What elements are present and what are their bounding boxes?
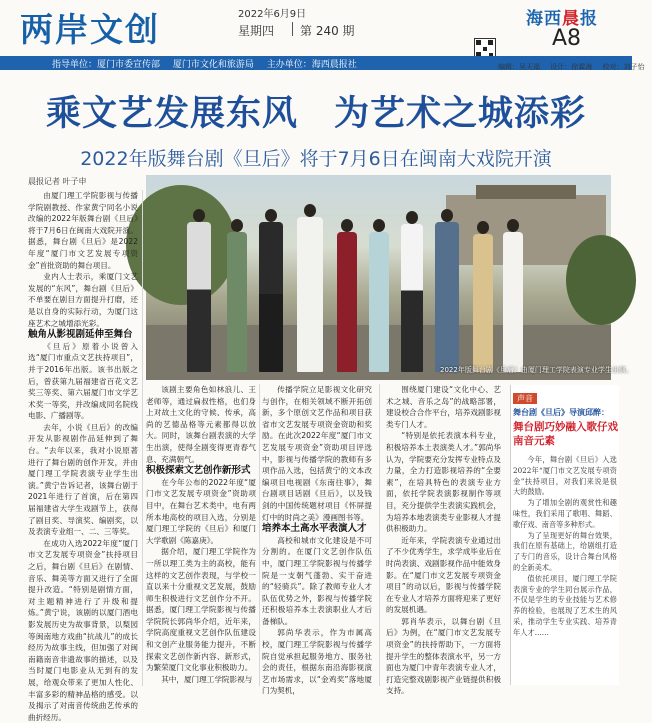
editor-name: 编辑：吴天福: [498, 63, 540, 71]
article-column-1: [28, 190, 138, 722]
guide-unit-2: 厦门市文化和旅游局: [172, 60, 254, 70]
paragraph: 值依托项目，厦门理工学院表演专业的学生同台展示作品，不仅是学生的专业技能与艺术修养的检验，也展现了艺术生的风采，推动学生专业实践、培养青年人才……: [513, 573, 617, 637]
article-column-3: [262, 384, 372, 696]
section-subtitle: 积极探索文艺创作新形式: [146, 465, 251, 477]
paragraph: 近年来，学院表演专业通过出了不少优秀学生，求学成毕业后在时尚表演、戏剧影视作品中能效身影。在“厦门市文艺发展专项资金项目”的动以后，影视与传播学院在专业人才培养方面将迎来了更好的发展机遇。: [386, 535, 501, 615]
column-divider: [379, 384, 380, 686]
section-subtitle: 触角从影视剧延伸至舞台: [28, 329, 133, 341]
page-number: A8: [552, 26, 582, 51]
proofreader-name: 校对：刘子怡: [602, 63, 645, 71]
article-column-2: [146, 384, 256, 686]
paragraph: 为了增加全剧的观赏性和趣味性，我们采用了歌唱、舞蹈、歌仔戏、南音等多种形式。: [513, 498, 617, 529]
article-column-4: [386, 384, 501, 696]
sidebar-title: 舞台剧巧妙融入歌仔戏南音元素: [513, 421, 618, 447]
editor-credits: [498, 62, 652, 72]
paragraph: 高校和城市文化建设是不可分割的。在厦门文艺创作队伍中，厦门理工学院影视与传播学院是一支朝气蓬勃、实干奋进的“轻骑兵”。除了教师专业人才队伍优势之外，影视与传播学院还积极培养本土表演职业人才后备梯队。: [262, 535, 372, 626]
paragraph: “特别是依托表演本科专业，积极培养本土表演类人才。”郭尚华认为，学院要充分发挥专业特点及力量，全力打造影视培养的“全要素”，在培具特色的表演专业方面，依托学院表演影视制作等项目，充分提供学生表演实践机会，为培养本地表演类专业影视人才提供积极助力。: [386, 431, 501, 534]
host-unit: 主办单位：海西晨报社: [266, 60, 357, 70]
designer-name: 设计：徐霖海: [550, 63, 593, 71]
paragraph: 业内人士表示，乘厦门文艺发展的“东风”，舞台剧《旦后》不单要在剧目方面提升打磨，还是以自身的实际行动，为厦门这座艺术之城增添光彩。: [28, 272, 138, 328]
paragraph: 围绕厦门建设“文化中心、艺术之城、音乐之岛”的战略部署，建设校合合作平台，培养戏剧影视类专门人才。: [386, 385, 501, 429]
paragraph: 郭肖华表示，以舞台剧《旦后》为例，在“厦门市文艺发展专项资金”的扶持帮助下，一方面将提升学生的整体表演水平，另一方面也为厦门中青年表演专业人才，打造完整戏剧影视产业链提供积极支持。: [386, 616, 501, 696]
guide-unit: 指导单位：厦门市委宣传部: [52, 60, 161, 70]
sidebar-kicker: 舞台剧《旦后》导演邱醉：: [513, 408, 609, 417]
sponsor-text: [52, 57, 367, 70]
paragraph: 为了呈现更好的舞台效果，我们在原有基础上，给剧组打造了专门的音乐，设计合舞台风格的全新美术。: [513, 530, 617, 572]
paragraph: 郭尚华表示，作为市属高校，厦门理工学院影视与传播学院自觉承担起服务地方、服务社会的责任，根据东南沿海影视演艺市场需求，以“金鸡奖”落地厦门为契机，: [262, 628, 372, 696]
issue-weekday: 星期四: [238, 24, 275, 38]
paragraph: 在今年公布的2022年度“厦门市文艺发展专项资金”资助项目中，在舞台艺术类中，电有两所本地高校的项目入选，分别是厦门理工学院的《旦后》和厦门大学歌剧《陈嘉庚》。: [146, 477, 256, 545]
section-title: 两岸文创: [20, 10, 160, 49]
headline: 乘文艺发展东风 为艺术之城添彩: [45, 94, 586, 134]
paragraph: 《旦后》原着小说曾入选“厦门市重点文艺扶持项目”，并于2016年出版。该书出版之后，曾获第九届福建省百花文艺奖三等奖、第六届厦门市文学艺术奖一等奖，并改编成同名院线电影、广播剧等。: [28, 341, 138, 421]
newspaper-logo: 海西晨报: [526, 9, 598, 29]
byline: 晨报记者 叶子申: [28, 177, 87, 186]
paragraph: 该剧主要角色如林浪儿、王老师等，通过扁叔性格，也们身上对故土文化的守候、传承，高尚的艺德品格等元素都得以放大。同时，该舞台剧表演的大学生出演，使得全剧变得更青春气息、充满朝气。: [146, 385, 256, 464]
paragraph: 在成功入选2022年度“厦门市文艺发展专项资金”扶持项目之后，舞台剧《旦后》在剧情、音乐、舞美等方面又进行了全面提升改造。“特别是剧情方面，对主题精神进行了升级和提炼。”黄宁说，该剧的以厦门酒电影发展历史为故事背景，以梨园等闽南地方戏曲“抗战儿”的成长经历为故事主线，但加强了对闽南籍南音非遗故事的描述，以及当时厦门电影业从无到有的发展，给观众带来了更加人性化、丰富多彩的精神品格的感受。以及揭示了对南音传统曲艺传承的曲折经历。: [28, 538, 138, 722]
issue-separator: [292, 22, 293, 36]
paragraph: 其中，厦门理工学院影视与: [161, 674, 253, 684]
paragraph: 去年，小说《旦后》的改编开发从影视剧作品延伸到了舞台。“去年以来，我对小说原著进行了舞台剧的创作开发，并由厦门理工学院表演专业学生出演。”黄宁告诉记者，该舞台剧于2021年进行了首演，后在第四届福建省大学生戏剧节上，获得了剧目奖、导演奖、编剧奖，以及表演专业组一、二、三等奖。: [28, 422, 138, 537]
paragraph: 今年，舞台剧《旦后》入选2022年“厦门市文艺发展专项资金”扶持项目，对我们来说是很大的鼓励。: [513, 455, 617, 497]
paragraph: 传播学院立足影视文化研究与创作，在相关领域不断开拓创新，多个原创文艺作品和项目获省市文艺发展专项资金资助和奖励。在此次2022年度“厦门市文艺发展专项资金”资助项目评选中，影视与传播学院的教师有多项作品入选，包括黄宁的文本改编项目电视剧《东南往事》，舞台剧项目话剧《旦后》，以及钱剑的中国传统题材项目《怀屏提灯中的时尚之美》漫画图书等。: [262, 385, 372, 522]
section-subtitle: 培养本土高水平表演人才: [262, 523, 367, 535]
sidebar-body: [513, 455, 617, 639]
paragraph: 据介绍，厦门理工学院作为一所以理工类为主的高校，能有这样的文艺创作表现，与学校一直以来十分重视文艺发展，鼓励师生积极进行文艺创作分不开。据悉，厦门理工学院影视与传播学院院长郭尚华介绍，近年来，学院高度重视文艺创作队伍建设和文创产业服务能力提升，不断探索文艺创作新内容、新形式，为繁荣厦门文化事业积极助力。: [146, 547, 256, 673]
issue-date: 2022年6月9日: [238, 9, 307, 20]
voices-tag: 声音: [513, 393, 537, 404]
paragraph: 由厦门理工学院影视与传播学院剧教授、作家黄宁同名小说改编的2022年版舞台剧《旦后》将于7月6日在闽南大戏院开演。据悉，舞台剧《旦后》是2022年度“厦门市文艺发展专项资金”首批资助的舞台项目。: [28, 191, 138, 270]
issue-number: 第 240 期: [300, 24, 355, 38]
column-divider: [259, 384, 260, 686]
subheadline: 2022年版舞台剧《旦后》将于7月6日在闽南大戏院开演: [80, 148, 552, 170]
cast-photo: [146, 175, 611, 380]
photo-caption: 2022年版舞台剧《旦后》由厦门理工学院表演专业学生出演。: [440, 366, 633, 374]
column-divider: [142, 190, 143, 686]
